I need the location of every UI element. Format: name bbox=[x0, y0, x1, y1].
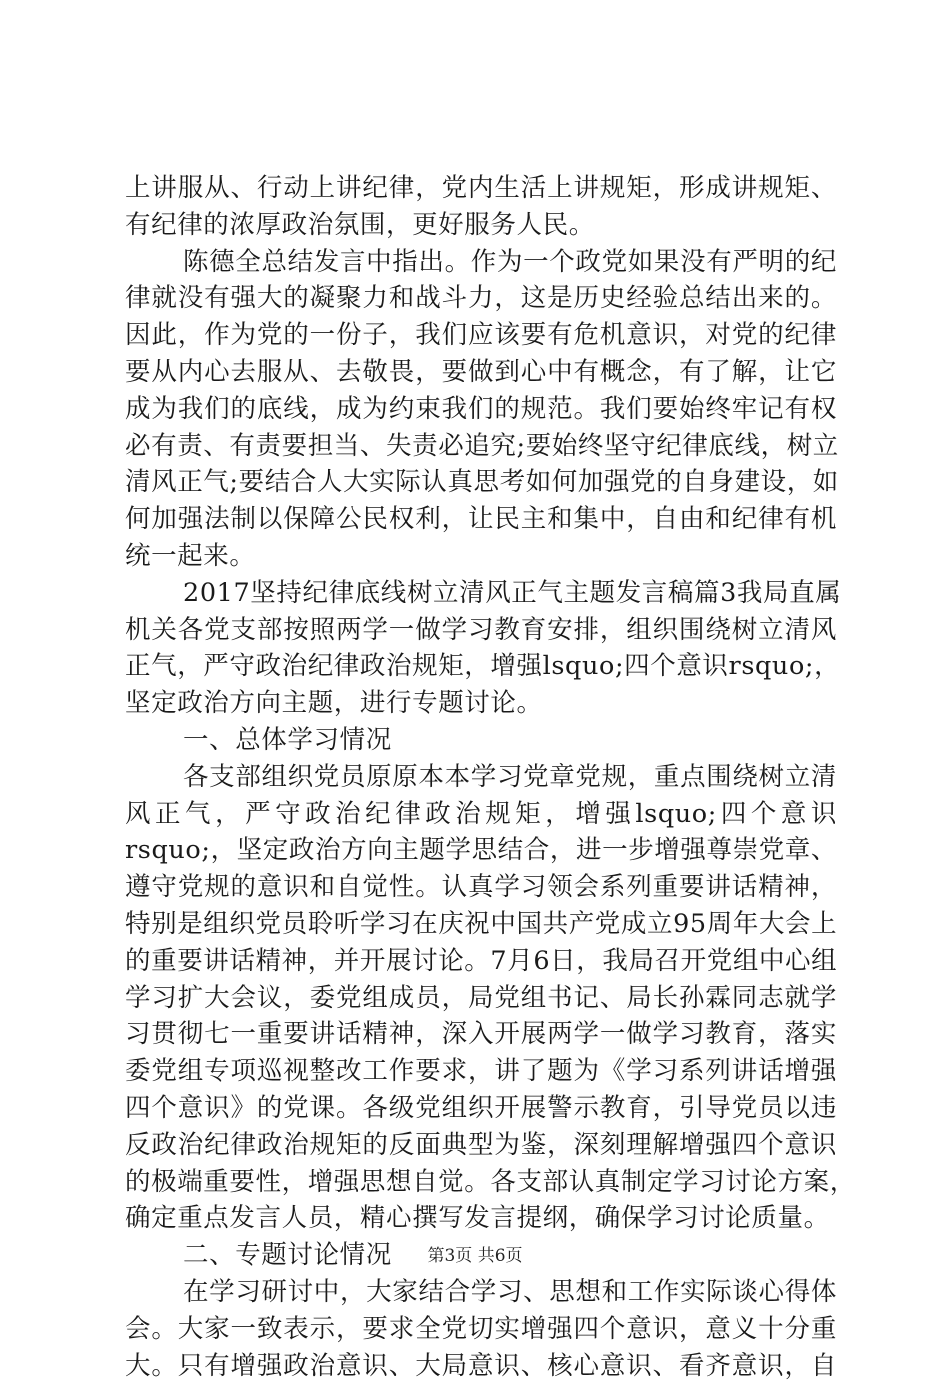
paragraph-start-line: 在学习研讨中，大家结合学习、思想和工作实际谈心得体 bbox=[125, 1274, 837, 1311]
text-line: 确定重点发言人员，精心撰写发言提纲，确保学习讨论质量。 bbox=[125, 1200, 837, 1237]
paragraph-start-line: 陈德全总结发言中指出。作为一个政党如果没有严明的纪 bbox=[125, 244, 837, 281]
text-line: 特别是组织党员聆听学习在庆祝中国共产党成立95周年大会上 bbox=[125, 906, 837, 943]
text-line: 习贯彻七一重要讲话精神，深入开展两学一做学习教育，落实 bbox=[125, 1016, 837, 1053]
text-line: 因此，作为党的一份子，我们应该要有危机意识，对党的纪律 bbox=[125, 317, 837, 354]
text-line: 会。大家一致表示，要求全党切实增强四个意识，意义十分重 bbox=[125, 1311, 837, 1348]
text-line: 成为我们的底线，成为约束我们的规范。我们要始终牢记有权 bbox=[125, 391, 837, 428]
text-line: 上讲服从、行动上讲纪律，党内生活上讲规矩，形成讲规矩、 bbox=[125, 170, 837, 207]
text-line: 的极端重要性，增强思想自觉。各支部认真制定学习讨论方案， bbox=[125, 1164, 837, 1201]
text-line: 有纪律的浓厚政治氛围，更好服务人民。 bbox=[125, 207, 837, 244]
text-line: 的重要讲话精神，并开展讨论。7月6日，我局召开党组中心组 bbox=[125, 943, 837, 980]
text-line: 风正气，严守政治纪律政治规矩，增强lsquo;四个意识 bbox=[125, 796, 837, 833]
text-line: 清风正气;要结合人大实际认真思考如何加强党的自身建设，如 bbox=[125, 464, 837, 501]
text-line: 坚定政治方向主题，进行专题讨论。 bbox=[125, 685, 837, 722]
paragraph-start-line: 2017坚持纪律底线树立清风正气主题发言稿篇3我局直属 bbox=[125, 575, 837, 612]
text-line: 遵守党规的意识和自觉性。认真学习领会系列重要讲话精神， bbox=[125, 869, 837, 906]
section-heading: 一、总体学习情况 bbox=[125, 722, 837, 759]
text-line: 必有责、有责要担当、失责必追究;要始终坚守纪律底线，树立 bbox=[125, 428, 837, 465]
text-line: 正气，严守政治纪律政治规矩，增强lsquo;四个意识rsquo;， bbox=[125, 648, 837, 685]
text-line: 委党组专项巡视整改工作要求，讲了题为《学习系列讲话增强 bbox=[125, 1053, 837, 1090]
text-line: 机关各党支部按照两学一做学习教育安排，组织围绕树立清风 bbox=[125, 612, 837, 649]
text-line: rsquo;，坚定政治方向主题学思结合，进一步增强尊崇党章、 bbox=[125, 832, 837, 869]
section-heading: 二、专题讨论情况 bbox=[125, 1237, 837, 1274]
document-body bbox=[125, 170, 837, 1384]
paragraph-start-line: 各支部组织党员原原本本学习党章党规，重点围绕树立清 bbox=[125, 759, 837, 796]
text-line: 大。只有增强政治意识、大局意识、核心意识、看齐意识，自 bbox=[125, 1348, 837, 1384]
page-number-footer: 第3页 共6页 bbox=[0, 1245, 950, 1267]
text-line: 律就没有强大的凝聚力和战斗力，这是历史经验总结出来的。 bbox=[125, 280, 837, 317]
text-line: 何加强法制以保障公民权利，让民主和集中，自由和纪律有机 bbox=[125, 501, 837, 538]
text-line: 统一起来。 bbox=[125, 538, 837, 575]
text-line: 四个意识》的党课。各级党组织开展警示教育，引导党员以违 bbox=[125, 1090, 837, 1127]
text-line: 学习扩大会议，委党组成员，局党组书记、局长孙霖同志就学 bbox=[125, 980, 837, 1017]
text-line: 要从内心去服从、去敬畏，要做到心中有概念，有了解，让它 bbox=[125, 354, 837, 391]
text-line: 反政治纪律政治规矩的反面典型为鉴，深刻理解增强四个意识 bbox=[125, 1127, 837, 1164]
